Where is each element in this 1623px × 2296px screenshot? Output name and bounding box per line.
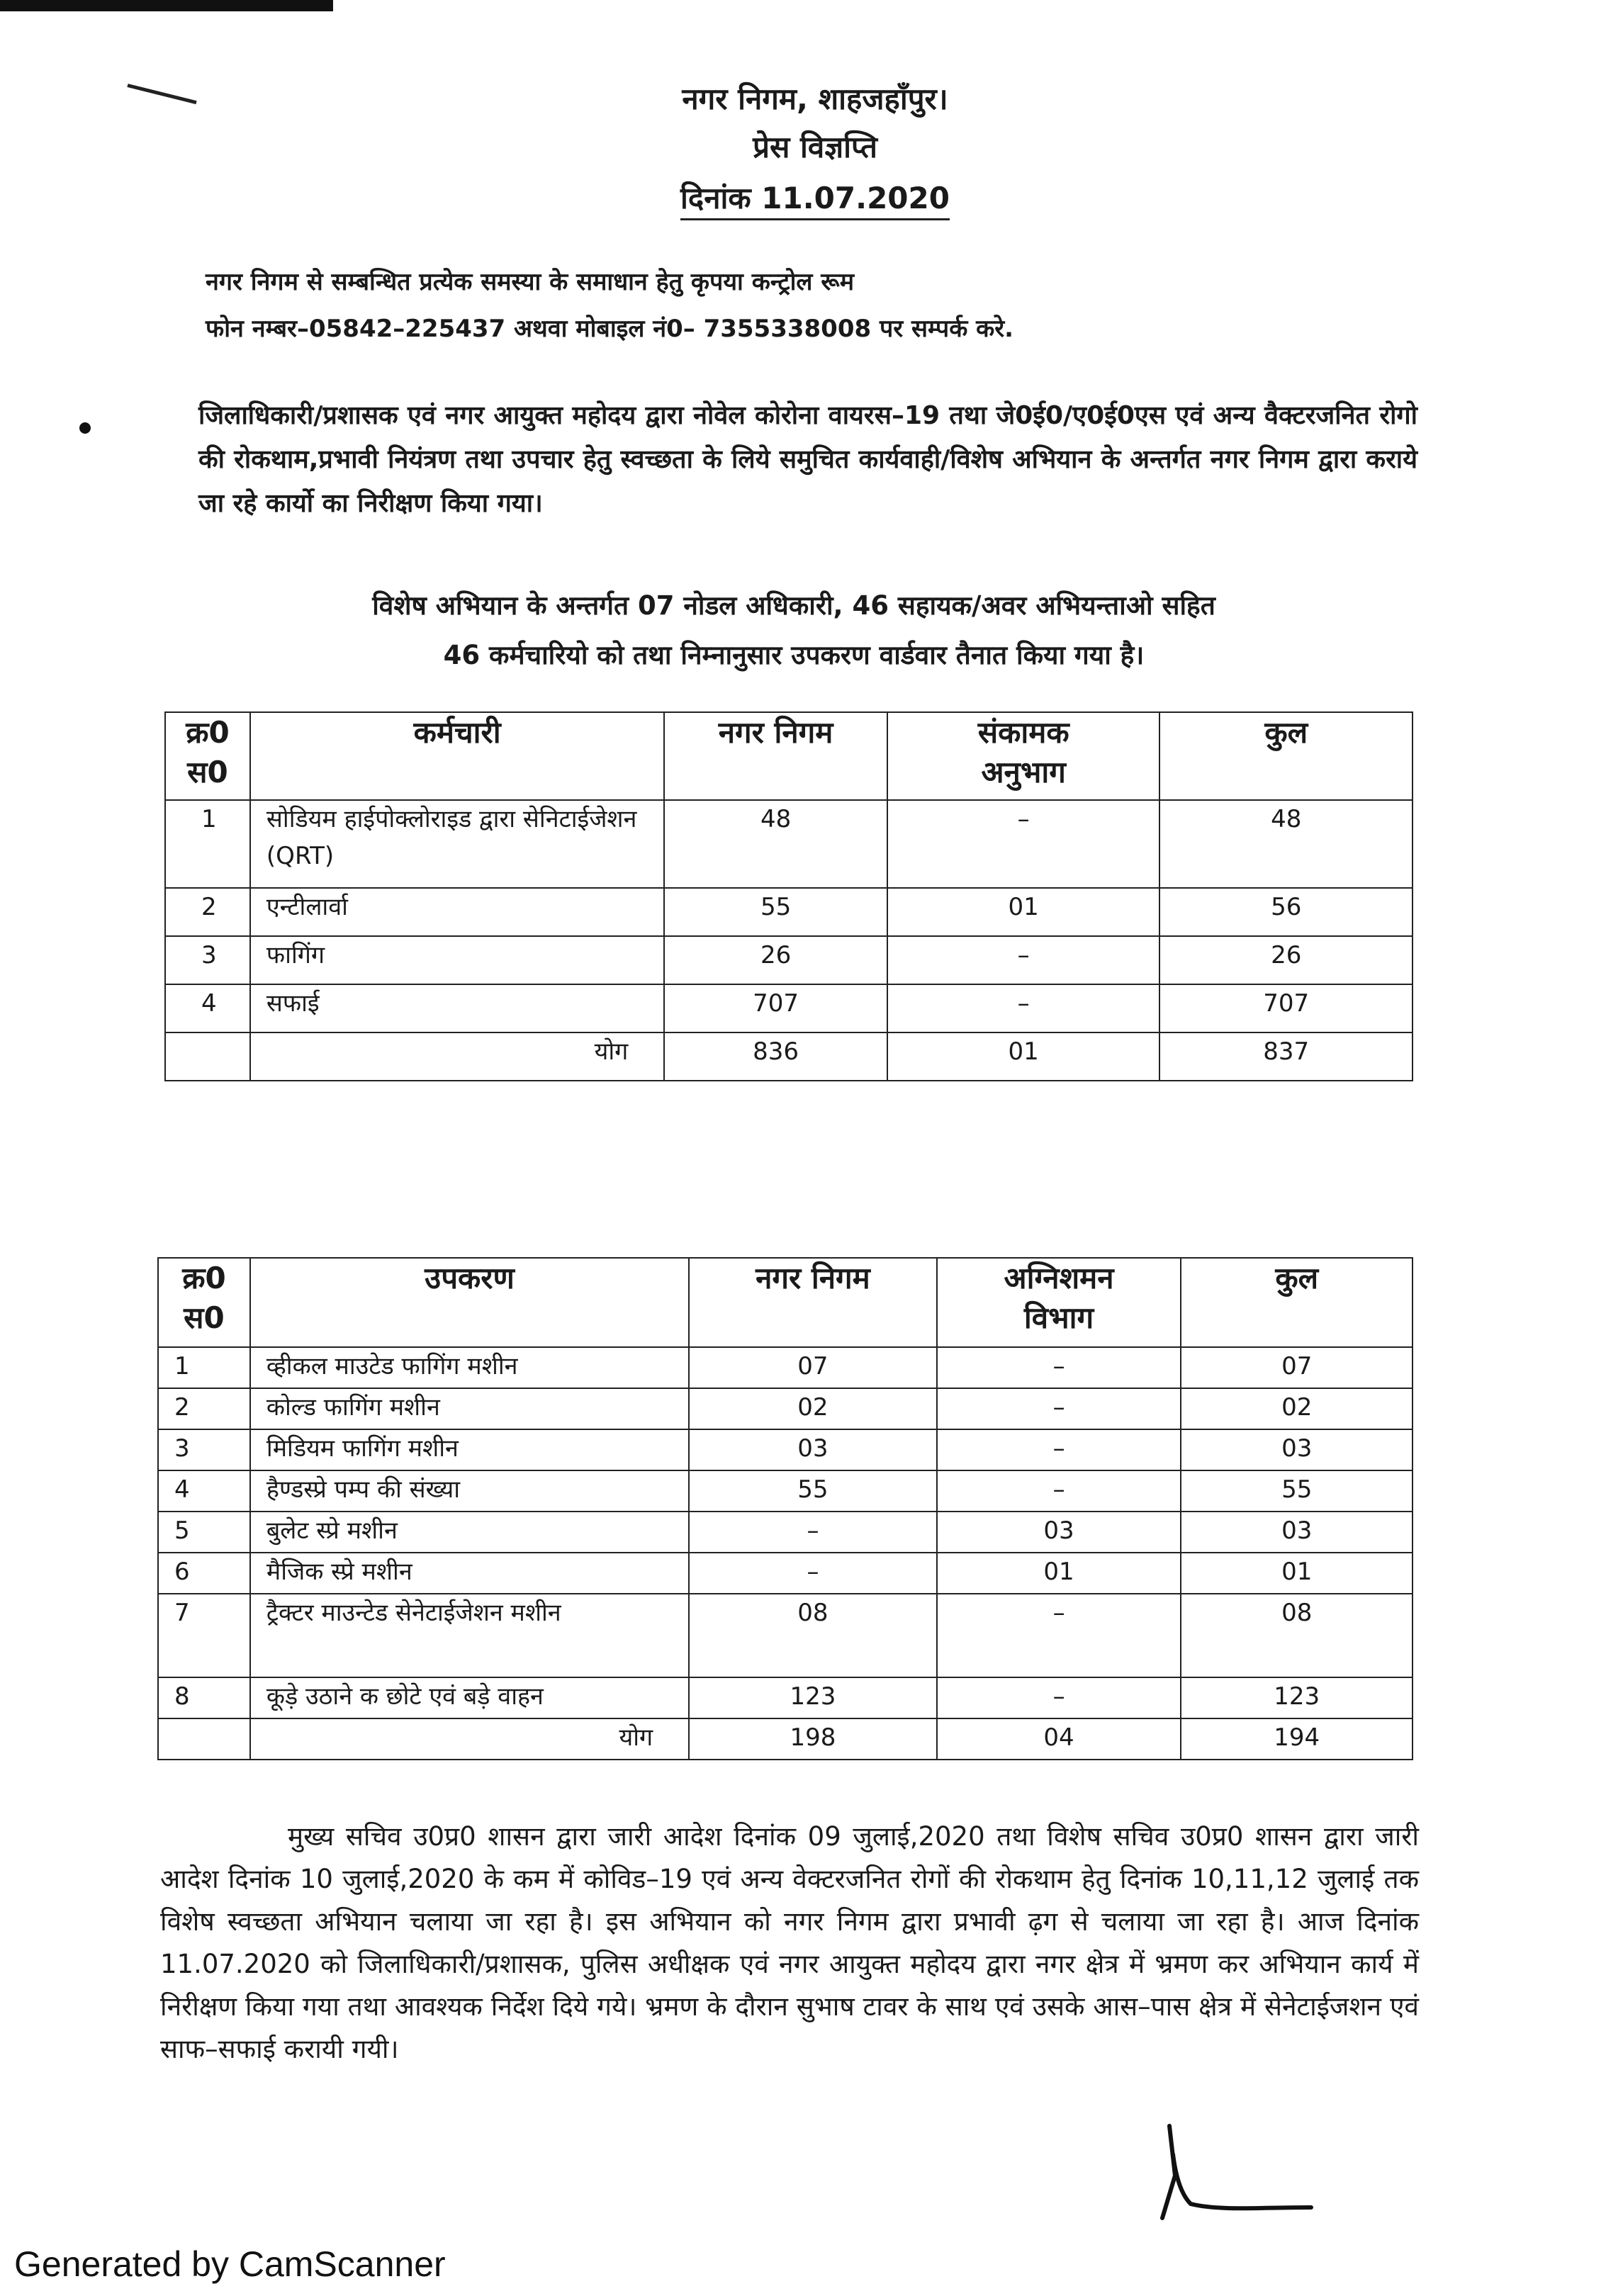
bullet-icon [79,422,91,434]
cell-total: 07 [1181,1347,1413,1388]
cell-dept: – [937,1470,1181,1512]
cell-dept: – [937,1677,1181,1718]
scan-edge-mark [0,0,333,11]
cell-sno: 3 [158,1429,250,1470]
cell-nagar: 123 [689,1677,937,1718]
cell-total: 01 [1181,1553,1413,1594]
table-row [165,888,1413,936]
table-row [158,1470,1413,1512]
cell-item: मिडियम फागिंग मशीन [250,1429,689,1470]
cell-sno: 6 [158,1553,250,1594]
cell-dept: – [887,800,1160,888]
cell-sno: 4 [158,1470,250,1512]
press-release-title: प्रेस विज्ञप्ति [753,130,877,164]
header-dept-line-1: संकामक [977,715,1069,750]
cell-sno: 1 [165,800,250,888]
special-campaign-line-1: विशेष अभियान के अन्तर्गत 07 नोडल अधिकारी, 46 सहायक/अवर अभियन्ताओ सहित [372,590,1215,621]
table-row [158,1512,1413,1553]
cell-item: व्हीकल माउटेड फागिंग मशीन [250,1347,689,1388]
cell-item: मैजिक स्प्रे मशीन [250,1553,689,1594]
cell-item: कोल्ड फागिंग मशीन [250,1388,689,1429]
header-dept-line-1: अग्निशमन [1004,1261,1114,1295]
cell-total: 26 [1159,936,1413,984]
cell-grand-total: 194 [1181,1718,1413,1760]
table-row [165,800,1413,888]
cell-nagar: 08 [689,1594,937,1677]
header-nagar-nigam: नगर निगम [664,712,887,800]
cell-dept: – [937,1594,1181,1677]
equipment-deployment-table [157,1257,1413,1760]
header-item: उपकरण [250,1258,689,1347]
cell-nagar: – [689,1553,937,1594]
cell-item: फागिंग [250,936,664,984]
cell-dept: – [887,936,1160,984]
cell-sno: 8 [158,1677,250,1718]
cell-item: हैण्डस्प्रे पम्प की संख्या [250,1470,689,1512]
cell-nagar: 55 [664,888,887,936]
cell-nagar-total: 836 [664,1032,887,1081]
cell-sno: 2 [158,1388,250,1429]
header-sno-line-1: क्र0 [182,1261,226,1295]
special-campaign-heading [170,581,1417,680]
closing-paragraph [160,1816,1419,2071]
contact-line-1: नगर निगम से सम्बन्धित प्रत्येक समस्या के समाधान हेतु कृपया कन्ट्रोल रूम [206,268,855,296]
table-row [158,1429,1413,1470]
release-date [496,177,1134,218]
cell-nagar: 26 [664,936,887,984]
header-nagar-nigam: नगर निगम [689,1258,937,1347]
closing-text: मुख्य सचिव उ0प्र0 शासन द्वारा जारी आदेश दिनांक 09 जुलाई,2020 तथा विशेष सचिव उ0प्र0 शासन द्वारा जारी आदेश दिनांक 10 जुलाई,2020 के कम में कोविड–19 एवं अन्य वेक्टरजनित रोगों की रोकथाम हेतु दिनांक 10,11,12 जुलाई तक विशेष स्वच्छता अभियान चलाया जा रहा है। इस अभियान को नगर निगम द्वारा प्रभावी ढ़ग से चलाया जा रहा है। आज दिनांक 11.07.2020 को जिलाधिकारी/प्रशासक, पुलिस अधीक्षक एवं नगर आयुक्त महोदय द्वारा नगर क्षेत्र में भ्रमण कर अभियान कार्य में निरीक्षण किया गया तथा आवश्यक निर्देश दिये गये। भ्रमण के दौरान सुभाष टावर के साथ एवं उसके आस–पास क्षेत्र में सेनेटाईजशन एवं साफ–सफाई करायी गयी। [160,1821,1419,2064]
table-header-row [165,712,1413,800]
cell-dept-total: 04 [937,1718,1181,1760]
cell-dept: – [937,1347,1181,1388]
cell-empty [158,1718,250,1760]
table-row [165,984,1413,1032]
cell-dept: 01 [887,888,1160,936]
header-total: कुल [1159,712,1413,800]
header-sno-line-2: स0 [187,755,228,789]
cell-dept: 03 [937,1512,1181,1553]
table-row [158,1347,1413,1388]
cell-total: 48 [1159,800,1413,888]
cell-dept: – [937,1388,1181,1429]
cell-item: कूड़े उठाने क छोटे एवं बड़े वाहन [250,1677,689,1718]
cell-sno: 7 [158,1594,250,1677]
release-date-text: दिनांक 11.07.2020 [680,181,950,220]
cell-nagar-total: 198 [689,1718,937,1760]
table-header-row [158,1258,1413,1347]
cell-sno: 2 [165,888,250,936]
cell-total-label: योग [250,1032,664,1081]
header-total: कुल [1181,1258,1413,1347]
cell-item: सफाई [250,984,664,1032]
header-department [887,712,1160,800]
cell-dept: – [887,984,1160,1032]
cell-total: 56 [1159,888,1413,936]
table-row [165,936,1413,984]
table-row [158,1594,1413,1677]
header-sno [165,712,250,800]
header-sno-line-2: स0 [184,1300,225,1335]
cell-nagar: 03 [689,1429,937,1470]
pen-stroke-mark [127,84,196,104]
cell-sno: 4 [165,984,250,1032]
cell-total: 55 [1181,1470,1413,1512]
signature-image [1134,2112,1318,2232]
cell-total: 03 [1181,1512,1413,1553]
cell-dept: 01 [937,1553,1181,1594]
cell-nagar: 07 [689,1347,937,1388]
total-row [165,1032,1413,1081]
cell-grand-total: 837 [1159,1032,1413,1081]
cell-nagar: 55 [689,1470,937,1512]
header-item: कर्मचारी [250,712,664,800]
cell-total: 123 [1181,1677,1413,1718]
cell-total: 08 [1181,1594,1413,1677]
cell-item: सोडियम हाईपोक्लोराइड द्वारा सेनिटाईजेशन (QRT) [250,800,664,888]
cell-item: ट्रैक्टर माउन्टेड सेनेटाईजेशन मशीन [250,1594,689,1677]
header-sno [158,1258,250,1347]
cell-item: बुलेट स्प्रे मशीन [250,1512,689,1553]
table-row [158,1553,1413,1594]
cell-sno: 3 [165,936,250,984]
scanner-watermark: Generated by CamScanner [14,2244,446,2284]
cell-total: 707 [1159,984,1413,1032]
header-department [937,1258,1181,1347]
cell-nagar: 707 [664,984,887,1032]
cell-nagar: – [689,1512,937,1553]
special-campaign-line-2: 46 कर्मचारियो को तथा निम्नानुसार उपकरण वार्डवार तैनात किया गया है। [443,640,1145,670]
cell-empty [165,1032,250,1081]
staff-deployment-table [164,711,1413,1081]
inspection-paragraph: जिलाधिकारी/प्रशासक एवं नगर आयुक्त महोदय द्वारा नोवेल कोरोना वायरस–19 तथा जे0ई0/ए0ई0एस एवं अन्य वैक्टरजनित रोगो की रोकथाम,प्रभावी नियंत्रण तथा उपचार हेतु स्वच्छता के लिये समुचित कार्यवाही/विशेष अभियान के अन्तर्गत नगर निगम द्वारा कराये जा रहे कार्यो का निरीक्षण किया गया। [198,401,1417,518]
cell-nagar: 02 [689,1388,937,1429]
total-row [158,1718,1413,1760]
table-row [158,1677,1413,1718]
cell-total: 03 [1181,1429,1413,1470]
header-dept-line-2: विभाग [1023,1300,1094,1335]
table-row [158,1388,1413,1429]
contact-line-2: फोन नम्बर–05842–225437 अथवा मोबाइल नं0– 7355338008 पर सम्पर्क करे. [206,315,1014,343]
header-sno-line-1: क्र0 [186,715,230,750]
cell-total-label: योग [250,1718,689,1760]
cell-item: एन्टीलार्वा [250,888,664,936]
cell-dept: – [937,1429,1181,1470]
header-dept-line-2: अनुभाग [981,755,1066,789]
office-heading: नगर निगम, शाहजहाँपुर। [682,81,948,116]
cell-dept-total: 01 [887,1032,1160,1081]
cell-sno: 1 [158,1347,250,1388]
cell-total: 02 [1181,1388,1413,1429]
cell-nagar: 48 [664,800,887,888]
cell-sno: 5 [158,1512,250,1553]
